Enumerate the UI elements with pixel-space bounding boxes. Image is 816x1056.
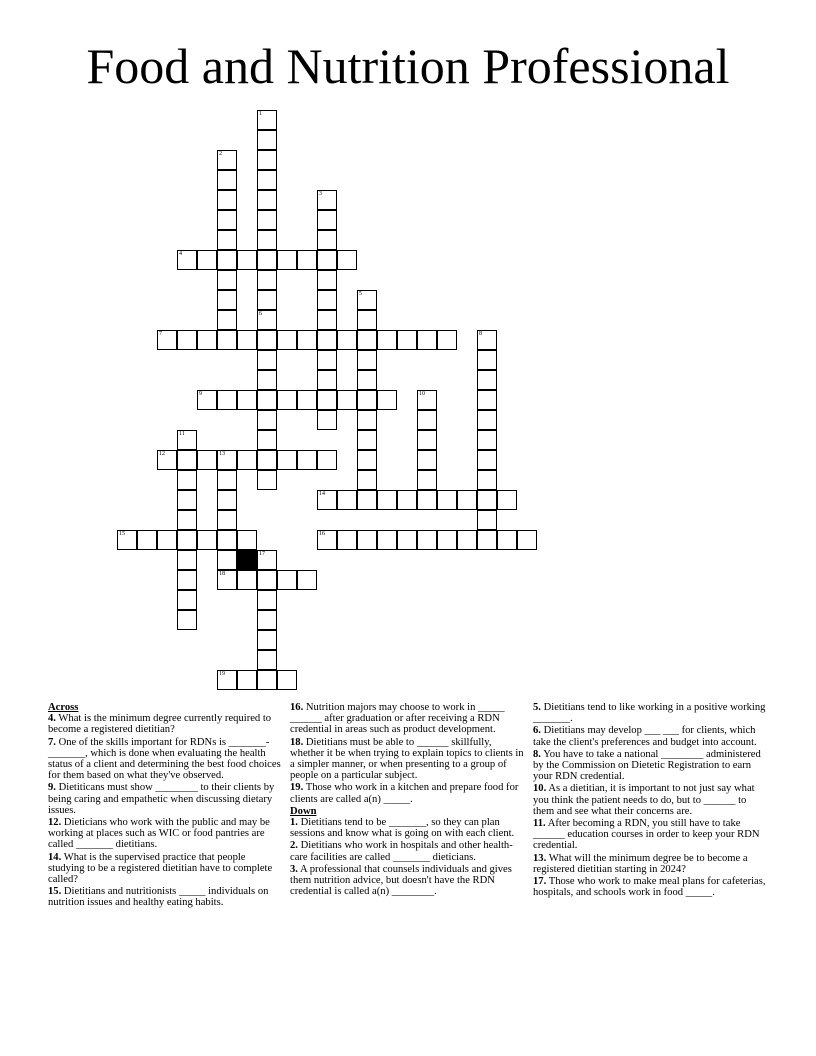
clue-number: 15	[119, 531, 125, 537]
grid-cell[interactable]	[257, 590, 277, 610]
grid-cell[interactable]	[417, 490, 437, 510]
grid-cell[interactable]	[277, 250, 297, 270]
grid-cell[interactable]	[477, 450, 497, 470]
clue-number: 12	[159, 451, 165, 457]
grid-cell[interactable]	[257, 150, 277, 170]
grid-cell[interactable]	[177, 330, 197, 350]
grid-cell[interactable]	[437, 530, 457, 550]
grid-cell[interactable]	[257, 350, 277, 370]
grid-cell[interactable]	[277, 390, 297, 410]
grid-cell[interactable]	[477, 530, 497, 550]
grid-cell[interactable]	[257, 570, 277, 590]
grid-cell[interactable]	[337, 490, 357, 510]
grid-cell[interactable]	[357, 470, 377, 490]
clue-number: 8	[479, 331, 482, 337]
grid-cell[interactable]	[317, 390, 337, 410]
grid-cell[interactable]	[197, 450, 217, 470]
grid-cell[interactable]	[257, 410, 277, 430]
grid-cell[interactable]	[217, 450, 237, 470]
grid-cell[interactable]	[237, 570, 257, 590]
grid-cell[interactable]	[157, 330, 177, 350]
across-clue-19: 19. Those who work in a kitchen and prepare food for clients are called a(n) _____.	[290, 782, 519, 805]
grid-cell[interactable]	[217, 530, 237, 550]
clues-column-3	[533, 702, 767, 899]
grid-cell[interactable]	[317, 270, 337, 290]
grid-cell[interactable]	[277, 670, 297, 690]
grid-cell[interactable]	[357, 330, 377, 350]
grid-cell[interactable]	[237, 450, 257, 470]
clue-number: 2	[219, 151, 222, 157]
grid-cell[interactable]	[317, 250, 337, 270]
grid-cell[interactable]	[257, 110, 277, 130]
grid-cell[interactable]	[197, 330, 217, 350]
grid-cell[interactable]	[217, 190, 237, 210]
across-clue-12: 12. Dieticians who work with the public and may be working at places such as WIC or food pantries are called _______ dietitians.	[48, 817, 270, 851]
grid-cell[interactable]	[317, 190, 337, 210]
grid-cell[interactable]	[217, 170, 237, 190]
grid-cell[interactable]	[177, 450, 197, 470]
grid-cell[interactable]	[477, 430, 497, 450]
grid-cell[interactable]	[417, 450, 437, 470]
grid-cell[interactable]	[357, 390, 377, 410]
grid-cell[interactable]	[317, 410, 337, 430]
grid-cell[interactable]	[217, 570, 237, 590]
grid-cell[interactable]	[437, 330, 457, 350]
grid-cell[interactable]	[257, 450, 277, 470]
grid-cell[interactable]	[357, 430, 377, 450]
grid-cell[interactable]	[317, 450, 337, 470]
grid-cell[interactable]	[277, 450, 297, 470]
across-clue-4: 4. What is the minimum degree currently required to become a registered dietitian?	[48, 713, 272, 736]
grid-cell[interactable]	[257, 310, 277, 330]
grid-cell[interactable]	[297, 330, 317, 350]
grid-cell[interactable]	[417, 330, 437, 350]
clue-number: 9	[199, 391, 202, 397]
grid-cell[interactable]	[177, 470, 197, 490]
grid-cell[interactable]	[297, 250, 317, 270]
down-clue-2: 2. Dietitians who work in hospitals and other health-care facilities are called _______ dieticians.	[290, 840, 513, 863]
grid-cell[interactable]	[197, 530, 217, 550]
grid-cell[interactable]	[257, 190, 277, 210]
grid-cell[interactable]	[217, 470, 237, 490]
grid-cell[interactable]	[477, 370, 497, 390]
grid-cell[interactable]	[257, 390, 277, 410]
down-heading: Down	[290, 805, 317, 817]
grid-cell[interactable]	[477, 470, 497, 490]
down-clue-10: 10. As a dietitian, it is important to not just say what you think the patient needs to do, but to ______ to them and see what their concerns are.	[533, 783, 755, 817]
grid-cell[interactable]	[417, 390, 437, 410]
grid-cell[interactable]	[257, 250, 277, 270]
grid-cell[interactable]	[297, 390, 317, 410]
grid-cell[interactable]	[177, 250, 197, 270]
clue-number: 4	[179, 251, 182, 257]
across-clue-9: 9. Dietiticans must show ________ to their clients by being caring and empathetic when discussing dietary issues.	[48, 782, 275, 816]
grid-cell[interactable]	[317, 330, 337, 350]
down-clue-13: 13. What will the minimum degree be to become a registered dietitian starting in 2024?	[533, 852, 748, 875]
grid-cell[interactable]	[477, 330, 497, 350]
grid-cell[interactable]	[237, 670, 257, 690]
grid-cell[interactable]	[297, 450, 317, 470]
clue-number: 3	[319, 191, 322, 197]
grid-cell[interactable]	[317, 310, 337, 330]
grid-cell[interactable]	[317, 230, 337, 250]
grid-cell[interactable]	[357, 410, 377, 430]
clue-number: 11	[179, 431, 185, 437]
clue-number: 19	[219, 671, 225, 677]
grid-cell[interactable]	[177, 610, 197, 630]
grid-cell[interactable]	[357, 530, 377, 550]
grid-cell[interactable]	[357, 370, 377, 390]
grid-cell[interactable]	[337, 390, 357, 410]
grid-cell[interactable]	[217, 330, 237, 350]
grid-cell[interactable]	[217, 250, 237, 270]
grid-cell[interactable]	[217, 310, 237, 330]
grid-cell[interactable]	[277, 570, 297, 590]
grid-cell[interactable]	[317, 350, 337, 370]
grid-cell[interactable]	[257, 370, 277, 390]
grid-cell[interactable]	[257, 430, 277, 450]
grid-cell[interactable]	[377, 390, 397, 410]
across-heading: Across	[48, 702, 79, 713]
clue-number: 10	[419, 391, 425, 397]
grid-cell[interactable]	[377, 530, 397, 550]
grid-cell[interactable]	[337, 530, 357, 550]
grid-cell[interactable]	[257, 330, 277, 350]
grid-cell[interactable]	[357, 490, 377, 510]
grid-cell[interactable]	[257, 670, 277, 690]
grid-cell-black	[237, 550, 257, 570]
grid-cell[interactable]	[257, 130, 277, 150]
grid-cell[interactable]	[157, 450, 177, 470]
grid-cell[interactable]	[397, 330, 417, 350]
across-clue-16: 16. Nutrition majors may choose to work in _____ ______ after graduation or after receiving a RDN credential in areas such as product development.	[290, 702, 505, 736]
grid-cell[interactable]	[217, 670, 237, 690]
grid-cell[interactable]	[317, 490, 337, 510]
grid-cell[interactable]	[217, 270, 237, 290]
grid-cell[interactable]	[177, 550, 197, 570]
grid-cell[interactable]	[457, 530, 477, 550]
grid-cell[interactable]	[137, 530, 157, 550]
grid-cell[interactable]	[257, 630, 277, 650]
clues-column-1	[48, 702, 282, 910]
grid-cell[interactable]	[257, 610, 277, 630]
grid-cell[interactable]	[477, 410, 497, 430]
grid-cell[interactable]	[257, 290, 277, 310]
grid-cell[interactable]	[257, 650, 277, 670]
grid-cell[interactable]	[217, 510, 237, 530]
down-clue-3: 3. A professional that counsels individuals and gives them nutrition advice, but doesn't have the RDN credential is called a(n) ________.	[290, 863, 512, 898]
clue-number: 7	[159, 331, 162, 337]
clue-number: 17	[259, 551, 265, 557]
grid-cell[interactable]	[277, 330, 297, 350]
grid-cell[interactable]	[237, 250, 257, 270]
grid-cell[interactable]	[477, 390, 497, 410]
grid-cell[interactable]	[377, 330, 397, 350]
grid-cell[interactable]	[177, 530, 197, 550]
grid-cell[interactable]	[217, 550, 237, 570]
grid-cell[interactable]	[177, 590, 197, 610]
down-clue-11: 11. After becoming a RDN, you still have to take ______ education courses in order to keep your RDN credential.	[533, 818, 760, 852]
grid-cell[interactable]	[337, 250, 357, 270]
grid-cell[interactable]	[217, 230, 237, 250]
grid-cell[interactable]	[217, 390, 237, 410]
grid-cell[interactable]	[357, 290, 377, 310]
down-clue-1: 1. Dietitians tend to be _______, so they can plan sessions and know what is going on with each client.	[290, 817, 515, 840]
grid-cell[interactable]	[237, 330, 257, 350]
across-clue-7: 7. One of the skills important for RDNs is _______-_______, which is done when evaluating the health status of a client and determining the best food choices for them based on what they've observed.	[48, 736, 281, 782]
grid-cell[interactable]	[217, 490, 237, 510]
grid-cell[interactable]	[437, 490, 457, 510]
grid-cell[interactable]	[357, 310, 377, 330]
grid-cell[interactable]	[417, 530, 437, 550]
grid-cell[interactable]	[257, 210, 277, 230]
clue-number: 16	[319, 531, 325, 537]
grid-cell[interactable]	[477, 510, 497, 530]
grid-cell[interactable]	[497, 490, 517, 510]
grid-cell[interactable]	[417, 470, 437, 490]
clue-number: 18	[219, 571, 225, 577]
grid-cell[interactable]	[177, 510, 197, 530]
grid-cell[interactable]	[237, 530, 257, 550]
grid-cell[interactable]	[317, 210, 337, 230]
grid-cell[interactable]	[117, 530, 137, 550]
across-clue-15: 15. Dietitians and nutritionists _____ individuals on nutrition issues and healthy eating habits.	[48, 886, 269, 909]
grid-cell[interactable]	[337, 330, 357, 350]
grid-cell[interactable]	[497, 530, 517, 550]
grid-cell[interactable]	[377, 490, 397, 510]
grid-cell[interactable]	[217, 210, 237, 230]
down-clue-8: 8. You have to take a national ________ administered by the Commission on Dietetic Registration to earn your RDN credential.	[533, 748, 761, 783]
across-clue-18: 18. Dietitians must be able to ______ skillfully, whether it be when trying to explain topics to clients in a simpler manner, or when presenting to a group of people on a particular subject.	[290, 736, 524, 782]
grid-cell[interactable]	[297, 570, 317, 590]
grid-cell[interactable]	[317, 370, 337, 390]
grid-cell[interactable]	[177, 570, 197, 590]
puzzle-title: Food and Nutrition Professional	[86, 38, 730, 94]
clue-number: 1	[259, 111, 262, 117]
across-clue-14: 14. What is the supervised practice that people studying to be a registered dietitian have to complete called?	[48, 851, 273, 886]
down-clue-5: 5. Dietitians tend to like working in a positive working _______.	[533, 702, 766, 725]
grid-cell[interactable]	[237, 390, 257, 410]
grid-cell[interactable]	[217, 290, 237, 310]
down-clue-6: 6. Dietitians may develop ___ ___ for clients, which take the client's preferences and budget into account.	[533, 725, 757, 748]
grid-cell[interactable]	[197, 250, 217, 270]
grid-cell[interactable]	[257, 170, 277, 190]
grid-cell[interactable]	[357, 350, 377, 370]
grid-cell[interactable]	[477, 490, 497, 510]
grid-cell[interactable]	[417, 430, 437, 450]
grid-cell[interactable]	[417, 410, 437, 430]
clue-number: 13	[219, 451, 225, 457]
grid-cell[interactable]	[457, 490, 477, 510]
grid-cell[interactable]	[517, 530, 537, 550]
clues-column-2	[290, 702, 524, 898]
grid-cell[interactable]	[317, 290, 337, 310]
grid-cell[interactable]	[357, 450, 377, 470]
grid-cell[interactable]	[397, 530, 417, 550]
clue-number: 6	[259, 311, 262, 317]
grid-cell[interactable]	[477, 350, 497, 370]
grid-cell[interactable]	[257, 470, 277, 490]
down-clue-17: 17. Those who work to make meal plans for cafeterias, hospitals, and schools work in food _____.	[533, 876, 766, 899]
grid-cell[interactable]	[317, 530, 337, 550]
grid-cell[interactable]	[177, 490, 197, 510]
grid-cell[interactable]	[257, 270, 277, 290]
grid-cell[interactable]	[397, 490, 417, 510]
grid-cell[interactable]	[217, 150, 237, 170]
grid-cell[interactable]	[197, 390, 217, 410]
grid-cell[interactable]	[157, 530, 177, 550]
clue-number: 5	[359, 291, 362, 297]
grid-cell[interactable]	[257, 230, 277, 250]
grid-cell[interactable]	[177, 430, 197, 450]
grid-cell[interactable]	[257, 550, 277, 570]
clue-number: 14	[319, 491, 325, 497]
